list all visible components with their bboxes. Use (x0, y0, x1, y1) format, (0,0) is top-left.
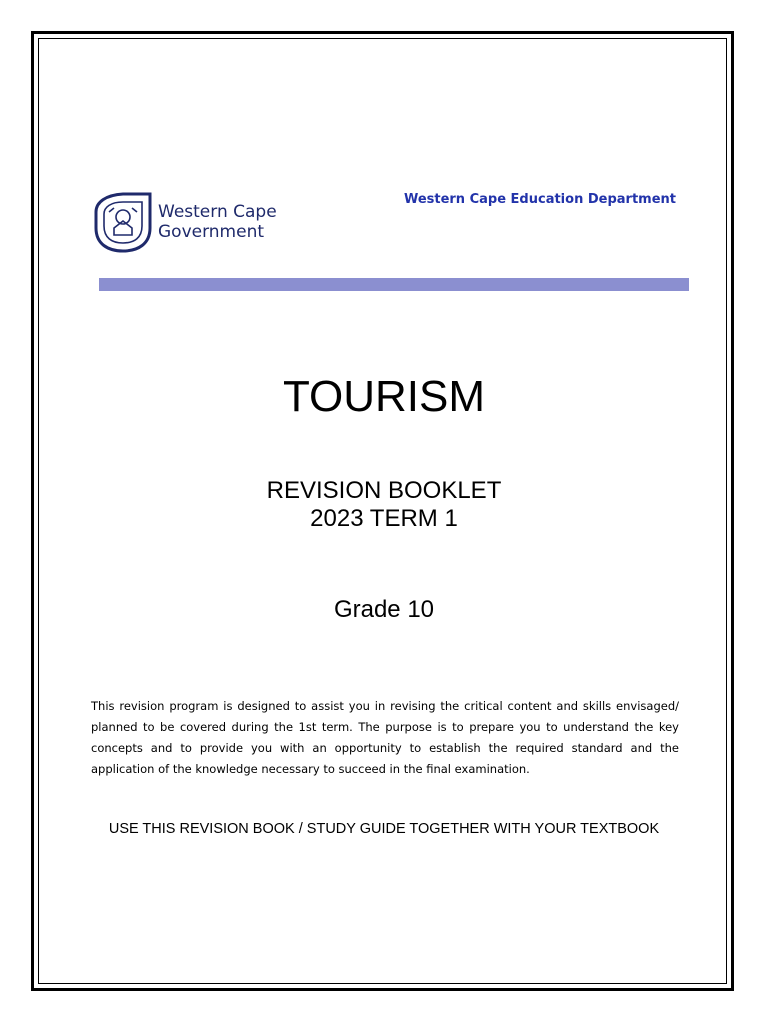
logo-line-1: Western Cape (158, 202, 277, 222)
intro-paragraph: This revision program is designed to assist you in revising the critical content and skills envisaged/ planned to be covered during the 1st term. The purpose is to prepare you to understand the key concepts and to provide you with an opportunity to establish the required standard and the application of the knowledge necessary to succeed in the final examination. (91, 699, 679, 776)
booklet-subtitle (0, 477, 768, 533)
western-cape-government-logo (92, 190, 302, 254)
logo-wordmark (158, 202, 277, 242)
department-name: Western Cape Education Department (403, 192, 676, 207)
crest-icon (92, 190, 154, 254)
subtitle-line-2: 2023 TERM 1 (310, 505, 458, 532)
subtitle-line-1: REVISION BOOKLET (266, 477, 502, 504)
page-title: TOURISM (282, 372, 486, 421)
logo-line-2: Government (158, 222, 265, 242)
header-accent-bar (99, 278, 689, 291)
textbook-instruction: USE THIS REVISION BOOK / STUDY GUIDE TOGETHER WITH YOUR TEXTBOOK (108, 821, 660, 837)
grade-label: Grade 10 (333, 596, 435, 623)
